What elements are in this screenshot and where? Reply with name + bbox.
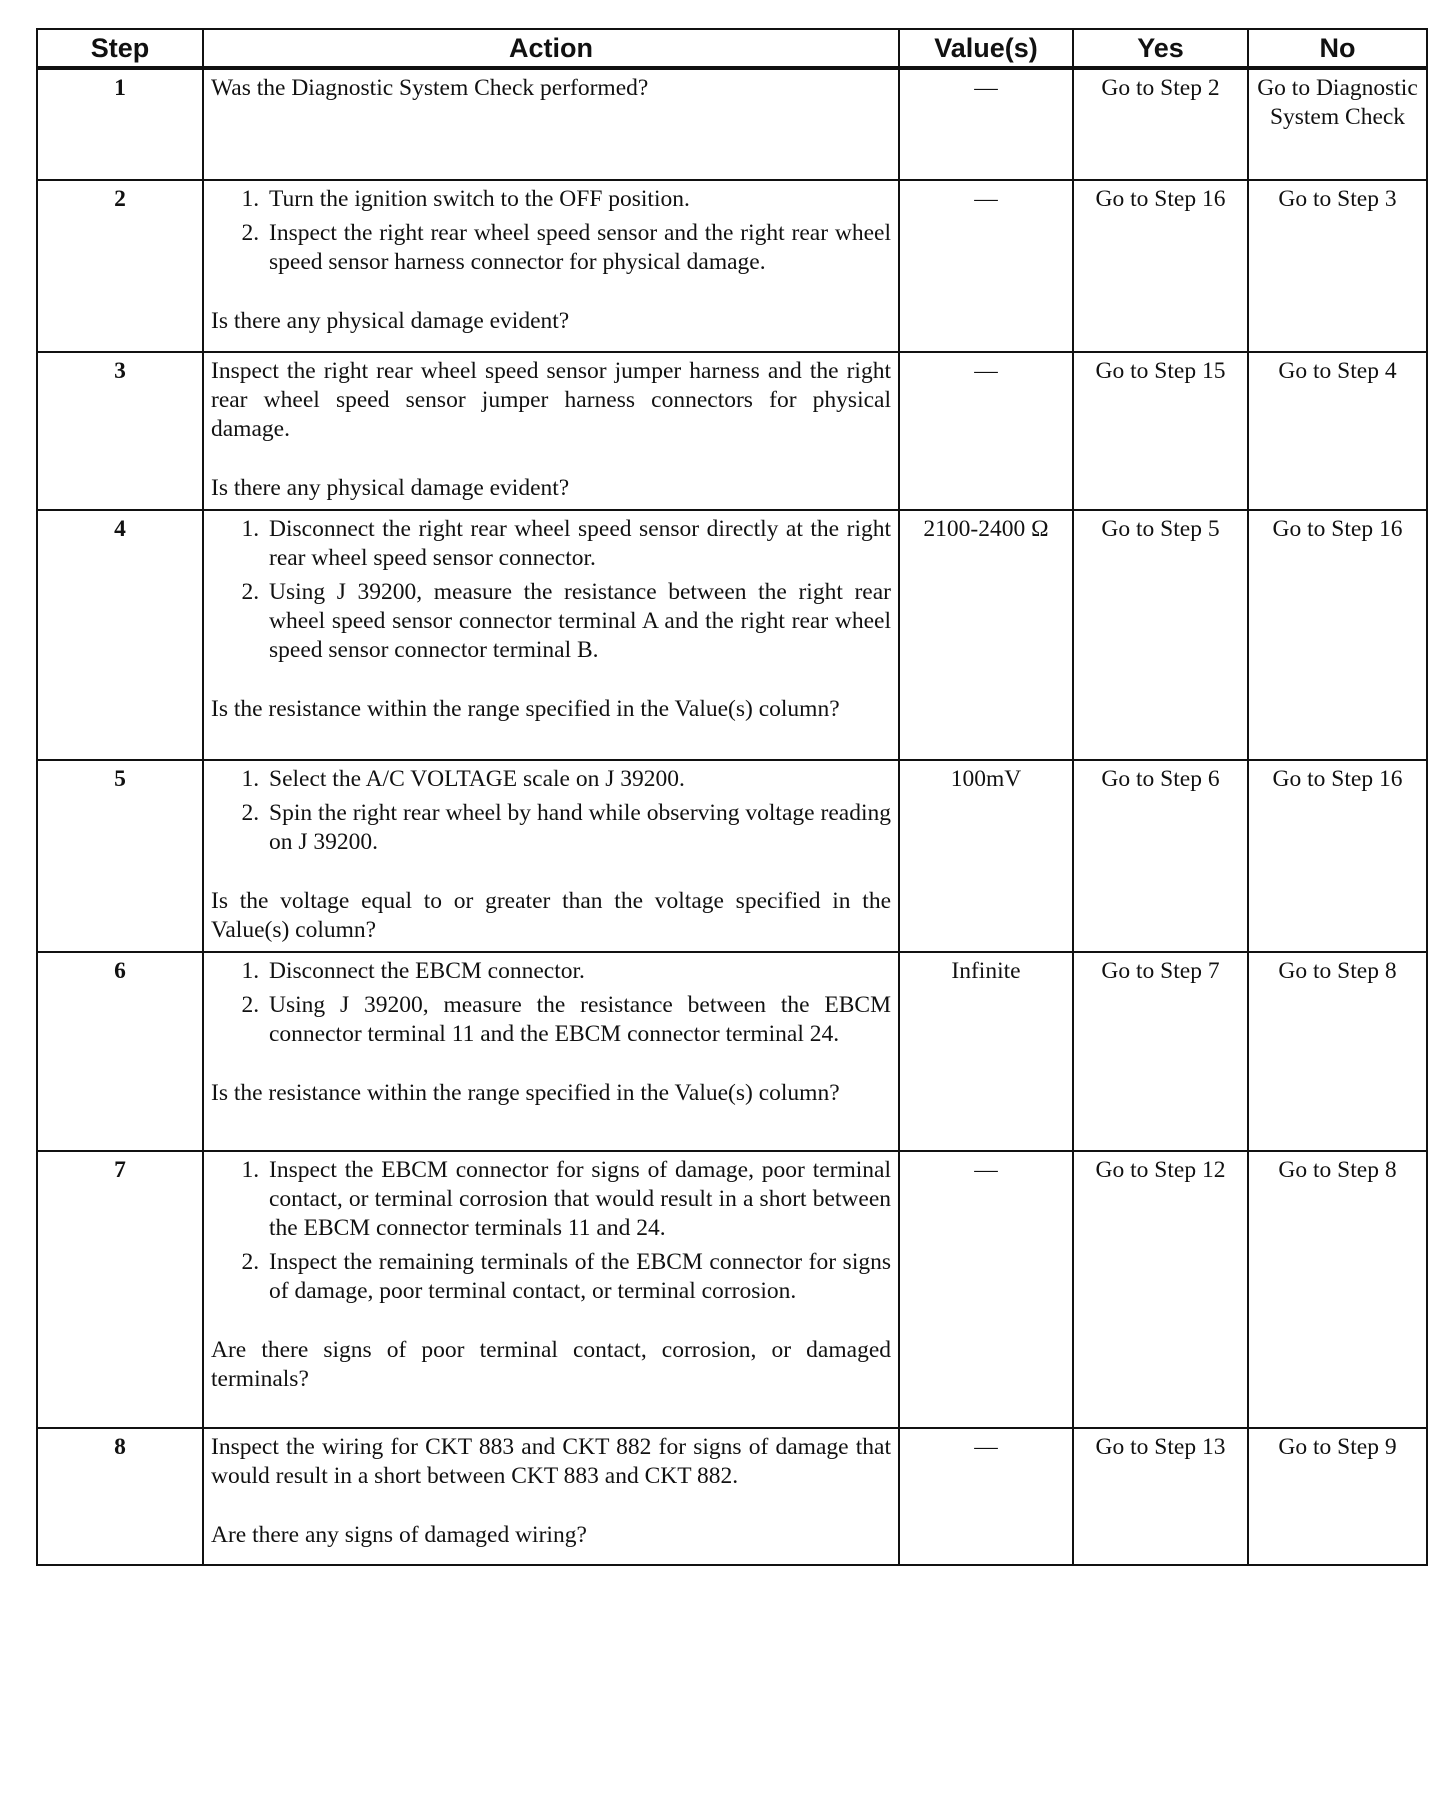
table-row <box>37 760 1427 952</box>
substep-item: 2. Using J 39200, measure the resistance between the EBCM connector terminal 11 and the EBCM connector terminal 24. <box>265 991 891 1049</box>
yes-cell: Go to Step 2 <box>1073 68 1248 180</box>
header-row <box>37 29 1427 68</box>
substep-item: 1. Disconnect the right rear wheel speed sensor directly at the right rear wheel speed sensor connector. <box>265 515 891 573</box>
header-no: No <box>1248 29 1427 68</box>
question-text: Is the resistance within the range specified in the Value(s) column? <box>211 1080 840 1106</box>
value-cell: 100mV <box>899 760 1073 952</box>
table-row <box>37 1428 1427 1565</box>
substep-item: 2. Inspect the right rear wheel speed sensor and the right rear wheel speed sensor harness connector for physical damage. <box>265 219 891 277</box>
document-page <box>36 28 1426 1566</box>
question-text: Is the resistance within the range specified in the Value(s) column? <box>211 696 840 722</box>
diagnostic-table <box>36 28 1428 1566</box>
table-row <box>37 1151 1427 1428</box>
no-cell: Go to Diagnostic System Check <box>1248 68 1427 180</box>
action-cell <box>203 1151 899 1428</box>
action-cell <box>203 952 899 1151</box>
header-yes: Yes <box>1073 29 1248 68</box>
table-header <box>37 29 1427 68</box>
yes-cell: Go to Step 5 <box>1073 510 1248 760</box>
action-cell <box>203 68 899 180</box>
action-cell <box>203 510 899 760</box>
substep-item: 2. Spin the right rear wheel by hand while observing voltage reading on J 39200. <box>265 799 891 857</box>
step-number: 3 <box>37 352 203 510</box>
action-cell <box>203 760 899 952</box>
value-cell: — <box>899 1428 1073 1565</box>
step-number: 2 <box>37 180 203 352</box>
action-cell <box>203 352 899 510</box>
yes-cell: Go to Step 15 <box>1073 352 1248 510</box>
action-cell <box>203 180 899 352</box>
substep-list <box>211 1156 891 1306</box>
question-text: Is there any physical damage evident? <box>211 308 570 334</box>
action-cell <box>203 1428 899 1565</box>
header-step: Step <box>37 29 203 68</box>
step-number: 6 <box>37 952 203 1151</box>
question-text: Are there signs of poor terminal contact, corrosion, or damaged terminals? <box>211 1337 891 1392</box>
header-action: Action <box>203 29 899 68</box>
substep-item: 1. Select the A/C VOLTAGE scale on J 39200. <box>265 765 891 794</box>
step-number: 4 <box>37 510 203 760</box>
value-cell: — <box>899 352 1073 510</box>
substep-item: 1. Turn the ignition switch to the OFF position. <box>265 185 891 214</box>
value-cell: Infinite <box>899 952 1073 1151</box>
table-row <box>37 510 1427 760</box>
question-text: Is the voltage equal to or greater than the voltage specified in the Value(s) column? <box>211 888 891 943</box>
value-cell: 2100-2400 Ω <box>899 510 1073 760</box>
no-cell: Go to Step 16 <box>1248 510 1427 760</box>
yes-cell: Go to Step 7 <box>1073 952 1248 1151</box>
table-row <box>37 180 1427 352</box>
substep-list <box>211 515 891 665</box>
table-row <box>37 68 1427 180</box>
no-cell: Go to Step 9 <box>1248 1428 1427 1565</box>
yes-cell: Go to Step 16 <box>1073 180 1248 352</box>
substep-list <box>211 185 891 277</box>
table-body <box>37 68 1427 1565</box>
action-text: Inspect the right rear wheel speed sensor jumper harness and the right rear wheel speed sensor jumper harness connectors for physical damage. <box>211 358 891 442</box>
substep-list <box>211 957 891 1049</box>
no-cell: Go to Step 3 <box>1248 180 1427 352</box>
value-cell: — <box>899 68 1073 180</box>
table-row <box>37 952 1427 1151</box>
no-cell: Go to Step 4 <box>1248 352 1427 510</box>
substep-list <box>211 765 891 857</box>
action-text: Inspect the wiring for CKT 883 and CKT 882 for signs of damage that would result in a short between CKT 883 and CKT 882. <box>211 1434 891 1489</box>
yes-cell: Go to Step 6 <box>1073 760 1248 952</box>
step-number: 1 <box>37 68 203 180</box>
substep-item: 1. Inspect the EBCM connector for signs of damage, poor terminal contact, or terminal corrosion that would result in a short between the EBCM connector terminals 11 and 24. <box>265 1156 891 1243</box>
value-cell: — <box>899 1151 1073 1428</box>
question-text: Is there any physical damage evident? <box>211 475 570 501</box>
value-cell: — <box>899 180 1073 352</box>
action-text: Was the Diagnostic System Check performed? <box>211 75 649 101</box>
yes-cell: Go to Step 12 <box>1073 1151 1248 1428</box>
no-cell: Go to Step 8 <box>1248 952 1427 1151</box>
substep-item: 2. Using J 39200, measure the resistance between the right rear wheel speed sensor connector terminal A and the right rear wheel speed sensor connector terminal B. <box>265 578 891 665</box>
no-cell: Go to Step 16 <box>1248 760 1427 952</box>
step-number: 8 <box>37 1428 203 1565</box>
step-number: 5 <box>37 760 203 952</box>
yes-cell: Go to Step 13 <box>1073 1428 1248 1565</box>
header-values: Value(s) <box>899 29 1073 68</box>
table-row <box>37 352 1427 510</box>
no-cell: Go to Step 8 <box>1248 1151 1427 1428</box>
step-number: 7 <box>37 1151 203 1428</box>
question-text: Are there any signs of damaged wiring? <box>211 1522 587 1548</box>
substep-item: 1. Disconnect the EBCM connector. <box>265 957 891 986</box>
substep-item: 2. Inspect the remaining terminals of the EBCM connector for signs of damage, poor terminal contact, or terminal corrosion. <box>265 1248 891 1306</box>
